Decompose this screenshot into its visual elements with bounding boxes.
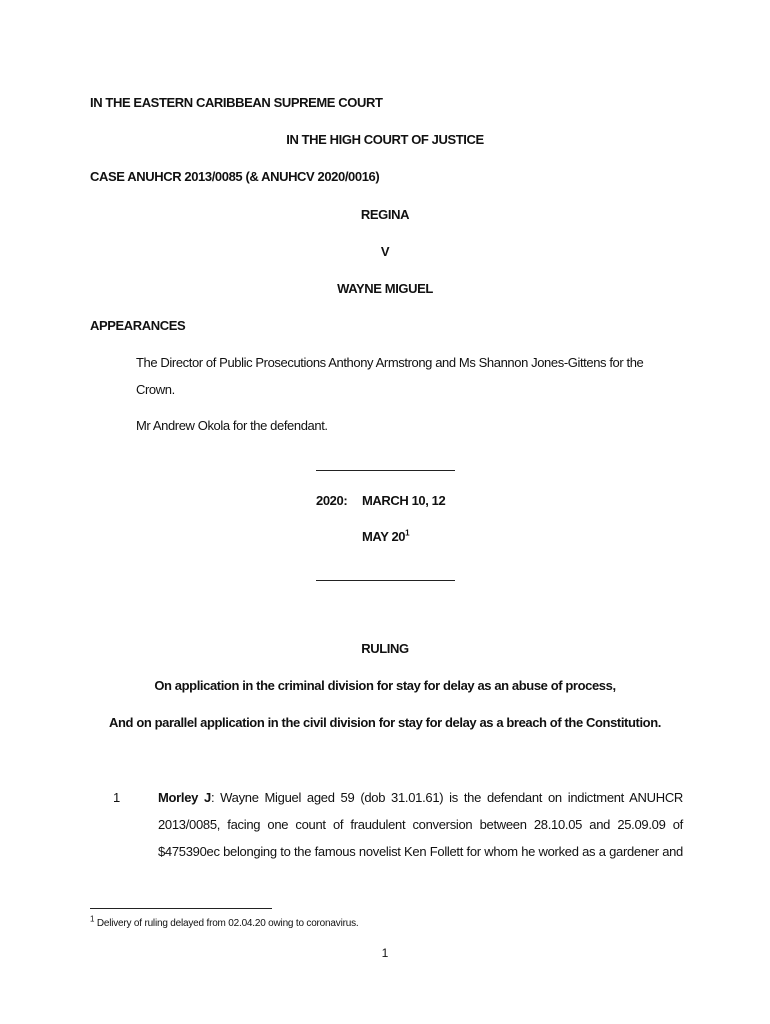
case-number: CASE ANUHCR 2013/0085 (& ANUHCV 2020/0016) xyxy=(90,169,380,184)
separator-rule-top xyxy=(316,470,455,471)
footnote-mark: 1 xyxy=(90,914,95,924)
crown-counsel-line2: Crown. xyxy=(136,382,175,397)
hearing-year: 2020: xyxy=(316,493,348,508)
delivery-date xyxy=(362,529,409,544)
paragraph-number: 1 xyxy=(113,790,121,805)
footnote-ref: 1 xyxy=(405,528,410,538)
party-defendant: WAYNE MIGUEL xyxy=(337,281,433,296)
footnote-text: Delivery of ruling delayed from 02.04.20 owing to coronavirus. xyxy=(94,918,359,929)
versus: V xyxy=(380,244,390,259)
paragraph-1-line-1-text: : Wayne Miguel aged 59 (dob 31.01.61) is the defendant on indictment ANUHCR xyxy=(210,790,683,805)
court-division-text: IN THE HIGH COURT OF JUSTICE xyxy=(286,132,484,147)
appearances-heading: APPEARANCES xyxy=(90,318,186,333)
footnote xyxy=(90,914,359,929)
paragraph-1-line-2: 2013/0085, facing one count of fraudulent conversion between 28.10.05 and 25.09.09 of xyxy=(158,817,683,832)
page-number: 1 xyxy=(381,946,389,960)
judge-name: Morley J xyxy=(158,790,211,805)
court-name: IN THE EASTERN CARIBBEAN SUPREME COURT xyxy=(90,95,383,110)
ruling-heading: RULING xyxy=(361,641,409,656)
court-division xyxy=(0,132,770,147)
footnote-rule xyxy=(90,908,272,909)
crown-counsel-line1: The Director of Public Prosecutions Anthony Armstrong and Ms Shannon Jones-Gittens for the xyxy=(136,355,644,370)
paragraph-1-line-1 xyxy=(158,790,683,805)
delivery-date-text: MAY 20 xyxy=(362,529,406,544)
party-regina: REGINA xyxy=(360,207,410,222)
ruling-subtitle-1: On application in the criminal division for stay for delay as an abuse of process, xyxy=(154,678,616,693)
separator-rule-bottom xyxy=(316,580,455,581)
ruling-subtitle-2: And on parallel application in the civil division for stay for delay as a breach of the Constitution. xyxy=(109,715,661,730)
paragraph-1-line-3: $475390ec belonging to the famous novelist Ken Follett for whom he worked as a gardener and xyxy=(158,844,683,859)
defence-counsel: Mr Andrew Okola for the defendant. xyxy=(136,418,328,433)
hearing-dates: MARCH 10, 12 xyxy=(362,493,446,508)
